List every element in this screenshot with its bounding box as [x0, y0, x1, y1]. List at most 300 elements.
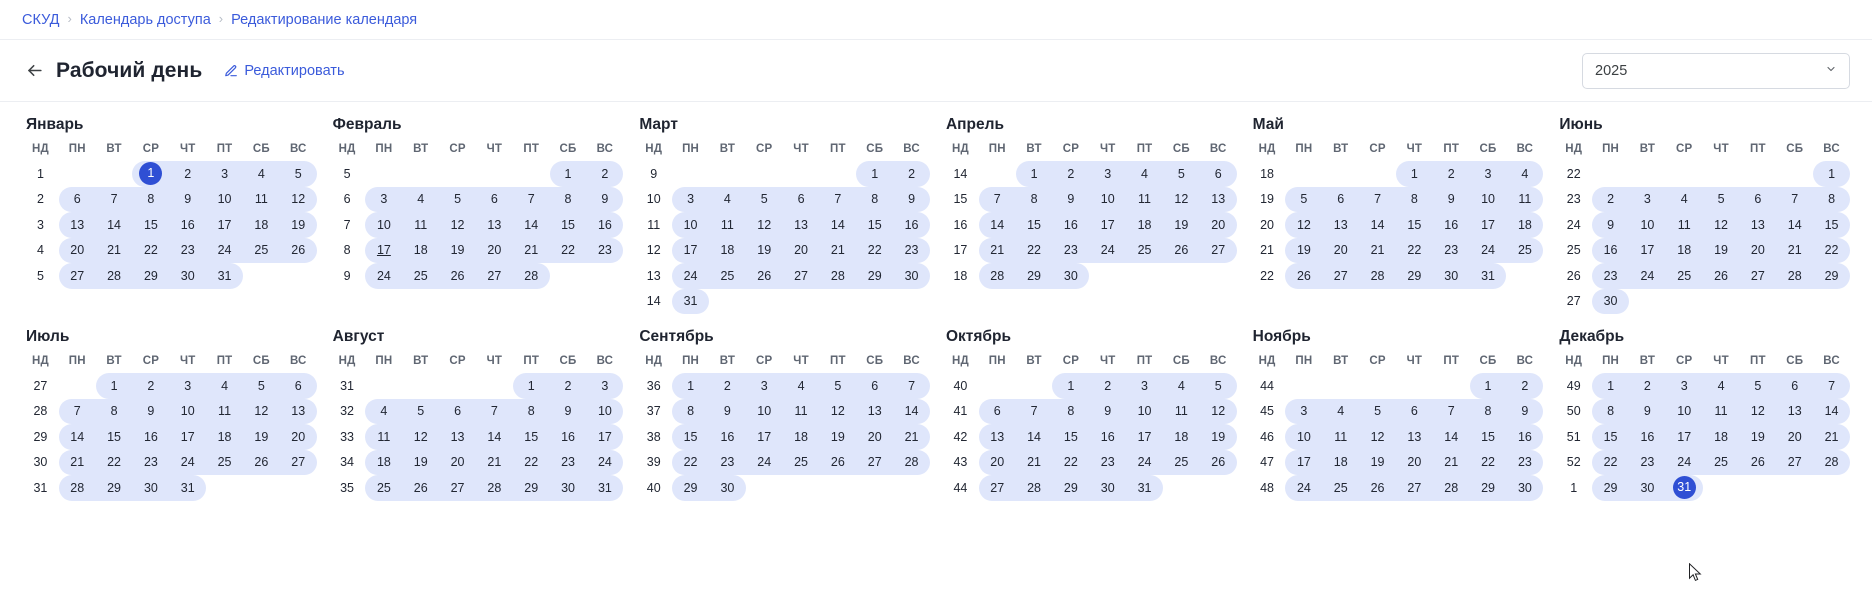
day-cell[interactable] [206, 373, 243, 399]
day-cell[interactable] [1776, 424, 1813, 450]
day-cell[interactable] [819, 238, 856, 264]
day-cell[interactable] [1396, 212, 1433, 238]
day-cell[interactable] [893, 373, 930, 399]
day-cell[interactable] [1163, 450, 1200, 476]
day-cell[interactable] [1089, 161, 1126, 187]
day-cell[interactable] [1285, 238, 1322, 264]
day-cell[interactable] [783, 187, 820, 213]
day-cell[interactable] [476, 399, 513, 425]
day-cell[interactable] [1200, 450, 1237, 476]
day-cell[interactable] [1322, 263, 1359, 289]
day-cell[interactable] [1776, 238, 1813, 264]
day-cell[interactable] [1703, 187, 1740, 213]
day-cell[interactable] [1089, 475, 1126, 501]
day-cell[interactable] [365, 424, 402, 450]
day-cell[interactable] [856, 161, 893, 187]
day-cell[interactable] [1433, 263, 1470, 289]
day-cell[interactable] [1052, 399, 1089, 425]
day-cell[interactable] [1200, 238, 1237, 264]
day-cell[interactable] [746, 187, 783, 213]
day-cell[interactable] [672, 373, 709, 399]
day-cell[interactable] [1285, 212, 1322, 238]
day-cell[interactable] [96, 238, 133, 264]
day-cell[interactable] [96, 475, 133, 501]
day-cell[interactable] [1592, 238, 1629, 264]
day-cell[interactable] [365, 450, 402, 476]
day-cell[interactable] [402, 238, 439, 264]
day-cell[interactable] [709, 212, 746, 238]
day-cell[interactable] [1126, 450, 1163, 476]
day-cell[interactable] [783, 399, 820, 425]
day-cell[interactable] [1470, 238, 1507, 264]
day-cell[interactable] [402, 263, 439, 289]
day-cell[interactable] [1016, 187, 1053, 213]
day-cell[interactable] [550, 475, 587, 501]
day-cell[interactable] [1776, 373, 1813, 399]
day-cell[interactable] [1126, 475, 1163, 501]
day-cell[interactable] [1433, 450, 1470, 476]
day-cell[interactable] [1433, 238, 1470, 264]
day-cell[interactable] [783, 450, 820, 476]
day-cell[interactable] [1285, 450, 1322, 476]
day-cell[interactable] [1629, 238, 1666, 264]
day-cell[interactable] [365, 238, 402, 264]
day-cell[interactable] [243, 450, 280, 476]
breadcrumb-item-access-calendar[interactable]: Календарь доступа [79, 11, 211, 28]
day-cell[interactable] [1506, 187, 1543, 213]
day-cell[interactable] [1089, 238, 1126, 264]
day-cell[interactable] [1052, 238, 1089, 264]
day-cell[interactable] [856, 187, 893, 213]
day-cell[interactable] [1359, 450, 1396, 476]
day-cell[interactable] [1126, 187, 1163, 213]
day-cell[interactable] [893, 399, 930, 425]
day-cell[interactable] [1359, 475, 1396, 501]
day-cell[interactable] [1163, 238, 1200, 264]
day-cell[interactable] [550, 373, 587, 399]
day-cell[interactable] [783, 424, 820, 450]
breadcrumb-item-skud[interactable]: СКУД [22, 11, 60, 28]
day-cell[interactable] [1592, 475, 1629, 501]
day-cell[interactable] [1506, 475, 1543, 501]
day-cell[interactable] [819, 212, 856, 238]
day-cell[interactable] [476, 450, 513, 476]
day-cell[interactable] [1359, 238, 1396, 264]
day-cell[interactable] [402, 212, 439, 238]
day-cell[interactable] [1470, 475, 1507, 501]
day-cell[interactable] [1285, 475, 1322, 501]
day-cell[interactable] [1813, 238, 1850, 264]
edit-button[interactable] [224, 63, 344, 79]
day-cell[interactable] [1629, 263, 1666, 289]
day-cell[interactable] [96, 424, 133, 450]
day-cell[interactable] [206, 424, 243, 450]
day-cell[interactable] [96, 263, 133, 289]
day-cell[interactable] [746, 373, 783, 399]
day-cell[interactable] [550, 424, 587, 450]
day-cell[interactable] [1739, 424, 1776, 450]
day-cell[interactable] [1813, 424, 1850, 450]
day-cell[interactable] [365, 263, 402, 289]
day-cell[interactable] [1470, 450, 1507, 476]
day-cell[interactable] [1016, 238, 1053, 264]
day-cell[interactable] [402, 187, 439, 213]
day-cell[interactable] [1016, 161, 1053, 187]
day-cell[interactable] [783, 263, 820, 289]
day-cell[interactable] [96, 373, 133, 399]
day-cell[interactable] [1016, 450, 1053, 476]
day-cell[interactable] [1052, 161, 1089, 187]
day-cell[interactable] [1592, 450, 1629, 476]
day-cell[interactable] [1396, 450, 1433, 476]
day-cell[interactable] [893, 187, 930, 213]
day-cell[interactable] [1506, 238, 1543, 264]
day-cell[interactable] [1200, 161, 1237, 187]
day-cell[interactable] [1396, 263, 1433, 289]
day-cell[interactable] [856, 399, 893, 425]
day-cell[interactable] [1813, 187, 1850, 213]
day-cell[interactable] [439, 424, 476, 450]
day-cell[interactable] [1322, 475, 1359, 501]
day-cell[interactable] [59, 424, 96, 450]
day-cell[interactable] [893, 161, 930, 187]
day-cell[interactable] [280, 212, 317, 238]
day-cell[interactable] [1163, 187, 1200, 213]
day-cell[interactable] [1052, 424, 1089, 450]
day-cell[interactable] [1126, 212, 1163, 238]
day-cell[interactable] [1052, 373, 1089, 399]
day-cell[interactable] [1359, 424, 1396, 450]
day-cell[interactable] [513, 263, 550, 289]
day-cell[interactable] [893, 263, 930, 289]
day-cell[interactable] [586, 399, 623, 425]
day-cell[interactable] [783, 238, 820, 264]
day-cell[interactable] [365, 475, 402, 501]
day-cell[interactable] [513, 187, 550, 213]
day-cell[interactable] [1666, 399, 1703, 425]
day-cell[interactable] [169, 450, 206, 476]
day-cell[interactable] [169, 424, 206, 450]
day-cell[interactable] [1506, 424, 1543, 450]
day-cell[interactable] [96, 399, 133, 425]
day-cell[interactable] [550, 161, 587, 187]
day-cell[interactable] [1739, 238, 1776, 264]
day-cell[interactable] [59, 187, 96, 213]
day-cell[interactable] [1163, 424, 1200, 450]
day-cell[interactable] [206, 263, 243, 289]
day-cell[interactable] [979, 450, 1016, 476]
day-cell[interactable] [206, 161, 243, 187]
day-cell[interactable] [169, 187, 206, 213]
day-cell[interactable] [1703, 450, 1740, 476]
day-cell[interactable] [1433, 161, 1470, 187]
day-cell[interactable] [1359, 263, 1396, 289]
day-cell[interactable] [1592, 373, 1629, 399]
day-cell[interactable] [206, 212, 243, 238]
day-cell[interactable] [1703, 212, 1740, 238]
day-cell[interactable] [1163, 399, 1200, 425]
day-cell[interactable] [586, 475, 623, 501]
day-cell[interactable] [1666, 373, 1703, 399]
day-cell[interactable] [476, 263, 513, 289]
day-cell[interactable] [439, 450, 476, 476]
day-cell[interactable] [132, 263, 169, 289]
day-cell[interactable] [893, 212, 930, 238]
day-cell[interactable] [402, 450, 439, 476]
day-cell[interactable] [169, 161, 206, 187]
day-cell[interactable] [132, 475, 169, 501]
day-cell[interactable] [132, 187, 169, 213]
day-cell[interactable] [1200, 399, 1237, 425]
day-cell[interactable] [1052, 450, 1089, 476]
day-cell[interactable] [1813, 373, 1850, 399]
day-cell[interactable] [1359, 212, 1396, 238]
day-cell[interactable] [1433, 212, 1470, 238]
day-cell[interactable] [1285, 187, 1322, 213]
day-cell[interactable] [206, 399, 243, 425]
day-cell[interactable] [746, 212, 783, 238]
day-cell[interactable] [1776, 450, 1813, 476]
arrow-left-icon[interactable] [22, 59, 46, 83]
day-cell[interactable] [402, 399, 439, 425]
day-cell[interactable] [1703, 373, 1740, 399]
day-cell[interactable] [1629, 212, 1666, 238]
day-cell[interactable] [439, 475, 476, 501]
day-cell[interactable] [586, 238, 623, 264]
day-cell[interactable] [132, 212, 169, 238]
day-cell[interactable] [1592, 399, 1629, 425]
day-cell[interactable] [586, 424, 623, 450]
day-cell[interactable] [709, 263, 746, 289]
day-cell[interactable] [1592, 212, 1629, 238]
day-cell[interactable] [1089, 373, 1126, 399]
day-cell[interactable] [1126, 373, 1163, 399]
day-cell[interactable] [1052, 475, 1089, 501]
day-cell[interactable] [132, 373, 169, 399]
day-cell[interactable] [979, 187, 1016, 213]
day-cell[interactable] [59, 263, 96, 289]
day-cell[interactable] [1285, 399, 1322, 425]
day-cell[interactable] [1126, 161, 1163, 187]
day-cell[interactable] [280, 161, 317, 187]
day-cell[interactable] [96, 187, 133, 213]
day-cell[interactable] [1629, 373, 1666, 399]
day-cell[interactable] [550, 238, 587, 264]
day-cell[interactable] [169, 212, 206, 238]
day-cell[interactable] [365, 399, 402, 425]
day-cell[interactable] [1322, 424, 1359, 450]
day-cell[interactable] [979, 475, 1016, 501]
day-cell[interactable] [893, 238, 930, 264]
day-cell[interactable] [893, 450, 930, 476]
day-cell[interactable] [169, 373, 206, 399]
day-cell[interactable] [1703, 399, 1740, 425]
day-cell[interactable] [709, 475, 746, 501]
day-cell[interactable] [1126, 238, 1163, 264]
day-cell[interactable] [1052, 187, 1089, 213]
day-cell[interactable] [1666, 212, 1703, 238]
day-cell[interactable] [1359, 187, 1396, 213]
day-cell[interactable] [783, 373, 820, 399]
day-cell[interactable] [169, 238, 206, 264]
day-cell[interactable] [672, 289, 709, 315]
day-cell[interactable] [1322, 238, 1359, 264]
day-cell[interactable] [132, 238, 169, 264]
day-cell[interactable] [856, 212, 893, 238]
day-cell[interactable] [979, 424, 1016, 450]
day-cell[interactable] [513, 212, 550, 238]
day-cell[interactable] [1200, 187, 1237, 213]
day-cell[interactable] [1396, 399, 1433, 425]
day-cell[interactable] [1776, 212, 1813, 238]
day-cell[interactable] [1703, 238, 1740, 264]
day-cell[interactable] [243, 161, 280, 187]
day-cell[interactable] [1016, 475, 1053, 501]
day-cell[interactable] [1666, 450, 1703, 476]
day-cell[interactable] [979, 212, 1016, 238]
day-cell[interactable] [1739, 373, 1776, 399]
day-cell[interactable] [1433, 475, 1470, 501]
day-cell[interactable] [746, 450, 783, 476]
day-cell[interactable] [206, 187, 243, 213]
day-cell[interactable] [1396, 187, 1433, 213]
day-cell[interactable] [1506, 161, 1543, 187]
day-cell[interactable] [1322, 399, 1359, 425]
day-cell[interactable] [243, 373, 280, 399]
day-cell[interactable] [1813, 161, 1850, 187]
day-cell[interactable] [1016, 212, 1053, 238]
day-cell[interactable] [1592, 187, 1629, 213]
day-cell[interactable] [96, 450, 133, 476]
day-cell[interactable] [709, 238, 746, 264]
day-cell[interactable] [206, 238, 243, 264]
day-cell[interactable] [1776, 263, 1813, 289]
day-cell[interactable] [1470, 263, 1507, 289]
day-cell[interactable] [59, 238, 96, 264]
day-cell[interactable] [1396, 161, 1433, 187]
day-cell[interactable] [709, 187, 746, 213]
day-cell[interactable] [1089, 187, 1126, 213]
day-cell[interactable] [96, 212, 133, 238]
day-cell[interactable] [243, 424, 280, 450]
day-cell[interactable] [280, 373, 317, 399]
day-cell[interactable] [672, 475, 709, 501]
day-cell[interactable] [1470, 161, 1507, 187]
day-cell[interactable] [1629, 187, 1666, 213]
day-cell[interactable] [1359, 399, 1396, 425]
day-cell[interactable] [1089, 424, 1126, 450]
day-cell[interactable] [819, 187, 856, 213]
day-cell[interactable] [1089, 450, 1126, 476]
day-cell[interactable] [1433, 424, 1470, 450]
day-cell[interactable] [476, 212, 513, 238]
day-cell[interactable] [365, 212, 402, 238]
day-cell[interactable] [746, 263, 783, 289]
day-cell[interactable] [132, 399, 169, 425]
day-cell[interactable] [550, 399, 587, 425]
day-cell[interactable] [672, 399, 709, 425]
day-cell[interactable] [856, 424, 893, 450]
day-cell[interactable] [1666, 238, 1703, 264]
day-cell[interactable] [1322, 187, 1359, 213]
day-cell[interactable] [979, 238, 1016, 264]
day-cell[interactable] [280, 238, 317, 264]
day-cell[interactable] [1200, 373, 1237, 399]
day-cell[interactable] [1739, 399, 1776, 425]
day-cell[interactable] [746, 238, 783, 264]
day-cell[interactable] [709, 399, 746, 425]
day-cell[interactable] [132, 450, 169, 476]
day-cell[interactable] [1052, 263, 1089, 289]
day-cell[interactable] [1813, 212, 1850, 238]
day-cell[interactable] [476, 475, 513, 501]
day-cell[interactable] [1592, 263, 1629, 289]
day-cell[interactable] [672, 238, 709, 264]
day-cell[interactable] [439, 212, 476, 238]
day-cell[interactable] [856, 238, 893, 264]
day-cell[interactable] [672, 187, 709, 213]
day-cell[interactable] [513, 373, 550, 399]
day-cell[interactable] [1703, 263, 1740, 289]
day-cell[interactable] [1739, 263, 1776, 289]
day-cell[interactable] [1163, 161, 1200, 187]
day-cell[interactable] [59, 450, 96, 476]
day-cell[interactable] [1396, 238, 1433, 264]
day-cell[interactable] [1016, 424, 1053, 450]
day-cell[interactable] [819, 263, 856, 289]
day-cell[interactable] [856, 263, 893, 289]
day-cell[interactable] [1396, 424, 1433, 450]
day-cell[interactable] [709, 373, 746, 399]
day-cell[interactable] [59, 475, 96, 501]
day-cell[interactable] [856, 373, 893, 399]
day-cell[interactable] [1629, 424, 1666, 450]
day-cell[interactable] [1813, 399, 1850, 425]
day-cell[interactable] [1163, 212, 1200, 238]
day-cell[interactable] [550, 212, 587, 238]
day-cell[interactable] [280, 450, 317, 476]
day-cell[interactable] [402, 475, 439, 501]
day-cell[interactable] [746, 399, 783, 425]
day-cell[interactable] [280, 399, 317, 425]
day-cell[interactable] [169, 399, 206, 425]
day-cell[interactable] [1629, 450, 1666, 476]
day-cell[interactable] [1813, 450, 1850, 476]
day-cell[interactable] [513, 475, 550, 501]
day-cell[interactable] [550, 187, 587, 213]
day-cell[interactable] [439, 399, 476, 425]
day-cell[interactable] [513, 424, 550, 450]
day-cell[interactable] [439, 263, 476, 289]
day-cell[interactable] [1052, 212, 1089, 238]
day-cell[interactable] [1163, 373, 1200, 399]
day-cell[interactable] [402, 424, 439, 450]
day-cell[interactable] [1703, 424, 1740, 450]
day-cell[interactable] [550, 450, 587, 476]
day-cell[interactable] [439, 187, 476, 213]
day-cell[interactable] [280, 424, 317, 450]
day-cell[interactable] [1016, 399, 1053, 425]
day-cell[interactable] [586, 212, 623, 238]
day-cell[interactable] [243, 238, 280, 264]
day-cell[interactable] [132, 161, 169, 187]
day-cell[interactable] [280, 187, 317, 213]
day-cell[interactable] [206, 450, 243, 476]
day-cell[interactable] [819, 450, 856, 476]
day-cell[interactable] [59, 399, 96, 425]
day-cell[interactable] [1470, 399, 1507, 425]
day-cell[interactable] [243, 187, 280, 213]
